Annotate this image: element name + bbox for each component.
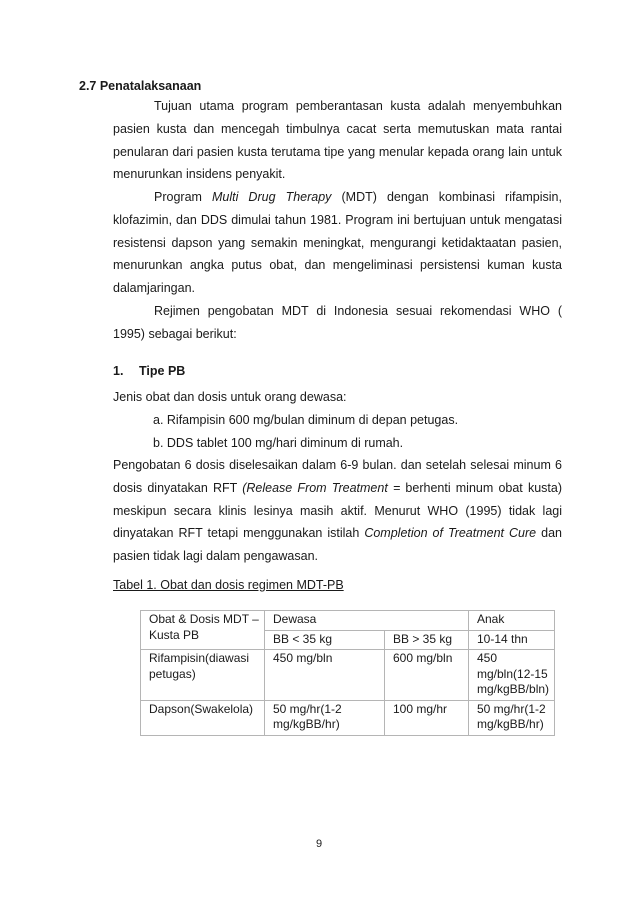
- paragraph-pengobatan-italic-rft: (Release From Treatment =: [242, 480, 401, 495]
- paragraph-tujuan: Tujuan utama program pemberantasan kusta adalah menyembuhkan pasien kusta dan mencegah timbulnya cacat serta memutuskan mata rantai penularan dari pasien kusta terutama tipe yang menular kepada orang lain untuk menurunkan insidens penyakit.: [113, 99, 562, 182]
- dose-table: [140, 610, 555, 736]
- cell-anak: 450 mg/bln(12-15 mg/kgBB/bln): [469, 650, 555, 701]
- section-heading: 2.7 Penatalaksanaan: [79, 79, 202, 93]
- subsection-number: 1.: [113, 364, 124, 378]
- cell-anak: 50 mg/hr(1-2 mg/kgBB/hr): [469, 700, 555, 735]
- table-row: [141, 700, 555, 735]
- page-number: 9: [315, 838, 323, 850]
- paragraph-pengobatan-mid: berhenti minum obat kusta) meskipun secara klinis lesinya masih aktif. Menurut WHO (1995) tidak lagi dinyatakan RFT tetapi menggunakan istilah: [113, 480, 562, 541]
- table-header-row: [141, 611, 555, 631]
- list-item-rifampisin: a. Rifampisin 600 mg/bulan diminum di depan petugas.: [153, 413, 459, 427]
- cell-obat: Dapson(Swakelola): [141, 700, 265, 735]
- paragraph-pengobatan-start: Pengobatan 6 dosis diselesaikan dalam 6-9 bulan. dan setelah selesai minum 6 dosis dinyatakan RFT: [113, 458, 562, 495]
- list-item-dds: b. DDS tablet 100 mg/hari diminum di rumah.: [153, 436, 404, 450]
- paragraph-program-mdt-end: (MDT) dengan kombinasi rifampisin, klofazimin, dan DDS dimulai tahun 1981. Program ini bertujuan untuk mengatasi resistensi dapson yang semakin meningkat, mengurangi ketidaktaatan pasien, menurunkan angka putus obat, dan mengeliminasi persistensi kuman kusta dalamjaringan.: [113, 190, 562, 296]
- subheader-bb-lt-35: BB < 35 kg: [265, 630, 385, 650]
- cell-dewasa-lt: 450 mg/bln: [265, 650, 385, 701]
- subheader-bb-gt-35: BB > 35 kg: [385, 630, 469, 650]
- paragraph-program-mdt: [113, 186, 562, 300]
- cell-dewasa-gt: 100 mg/hr: [385, 700, 469, 735]
- table-row: [141, 650, 555, 701]
- cell-obat: Rifampisin(diawasi petugas): [141, 650, 265, 701]
- jenis-obat-line: Jenis obat dan dosis untuk orang dewasa:: [113, 390, 347, 404]
- subsection-title: Tipe PB: [139, 364, 186, 378]
- paragraph-program-mdt-italic: Multi Drug Therapy: [211, 190, 332, 204]
- header-obat-dosis: Obat & Dosis MDT – Kusta PB: [141, 611, 265, 650]
- subsection-heading-tipe-pb: [113, 364, 185, 378]
- paragraph-pengobatan: [113, 454, 562, 568]
- paragraph-program-mdt-start: Program: [154, 190, 212, 204]
- cell-dewasa-lt: 50 mg/hr(1-2 mg/kgBB/hr): [265, 700, 385, 735]
- subheader-anak-age: 10-14 thn: [469, 630, 555, 650]
- paragraph-rejimen: Rejimen pengobatan MDT di Indonesia sesuai rekomendasi WHO ( 1995) sebagai berikut:: [113, 304, 562, 341]
- paragraph-pengobatan-italic-completion: Completion of Treatment Cure: [364, 526, 537, 541]
- header-dewasa: Dewasa: [265, 611, 469, 631]
- table-caption: Tabel 1. Obat dan dosis regimen MDT-PB: [113, 578, 344, 592]
- paragraph-pengobatan-end: dan pasien tidak lagi dalam pengawasan.: [113, 526, 562, 564]
- header-anak: Anak: [469, 611, 555, 631]
- cell-dewasa-gt: 600 mg/bln: [385, 650, 469, 701]
